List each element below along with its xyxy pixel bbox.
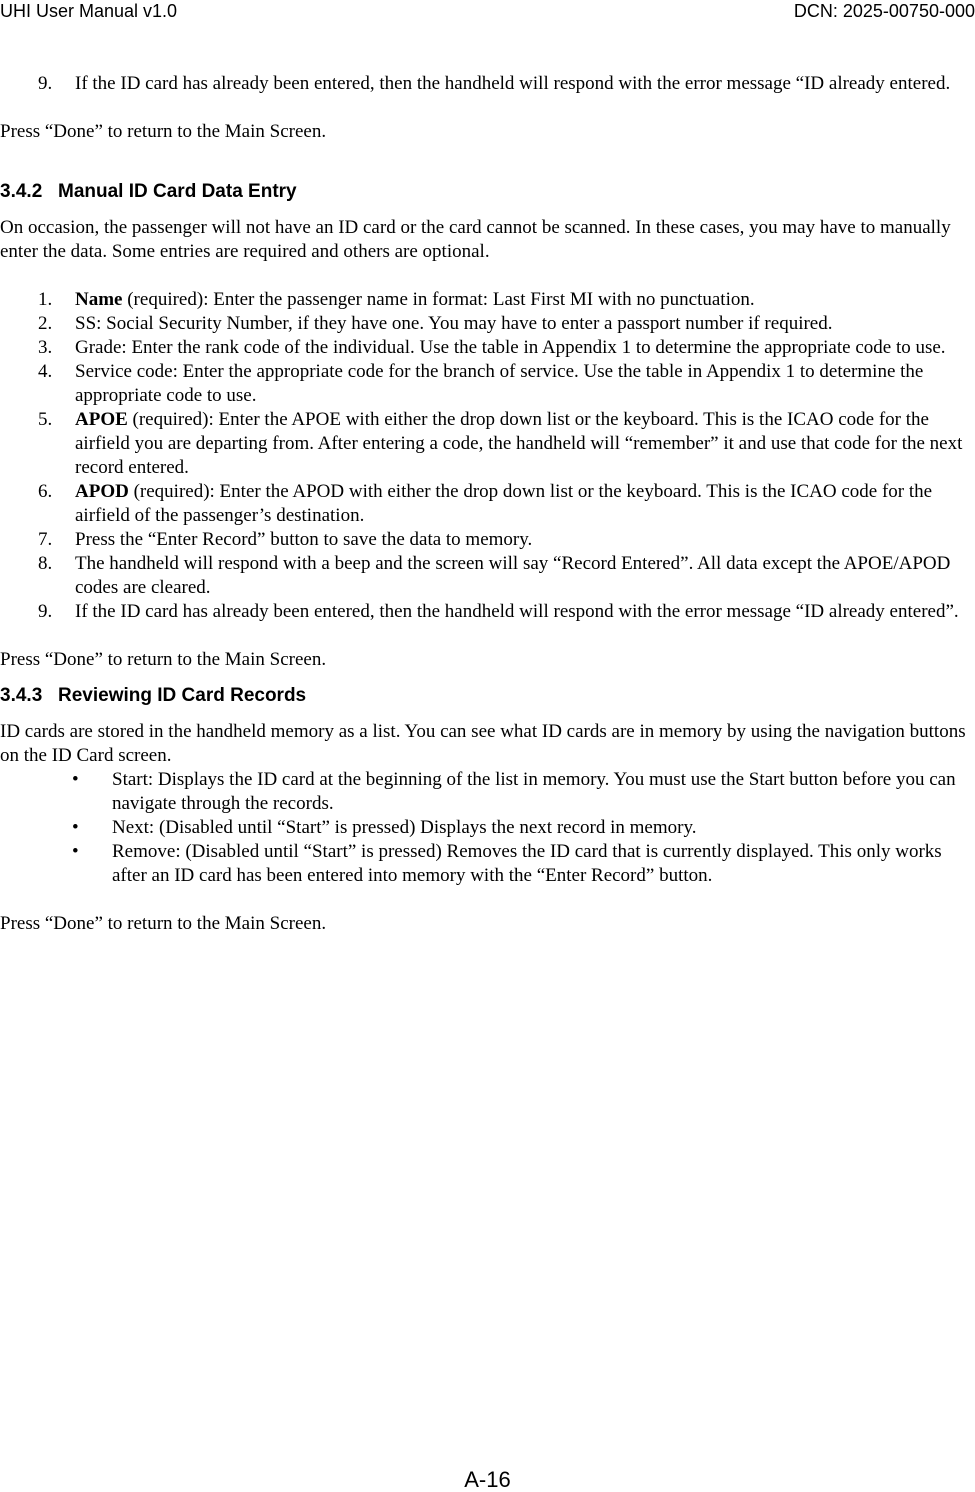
list-item-number: 3. — [38, 337, 53, 358]
list-item-text: The handheld will respond with a beep and the screen will say “Record Entered”. All data except the APOE/APOD codes are cleared. — [75, 553, 951, 598]
bullet-icon: • — [72, 841, 79, 862]
list-item — [0, 480, 975, 528]
intro-list — [0, 72, 975, 96]
list-item — [0, 336, 975, 360]
list-item-text: Start: Displays the ID card at the beginning of the list in memory. You must use the Start button before you can navigate through the records. — [112, 769, 956, 814]
list-item-text: If the ID card has already been entered, then the handheld will respond with the error message “ID already entered. — [75, 73, 951, 94]
done-instruction: Press “Done” to return to the Main Screen. — [0, 121, 327, 142]
done-instruction: Press “Done” to return to the Main Screen. — [0, 649, 327, 670]
section-number: 3.4.2 — [0, 181, 43, 202]
list-item-number: 1. — [38, 289, 53, 310]
section-paragraph: ID cards are stored in the handheld memory as a list. You can see what ID cards are in memory by using the navigation buttons on the ID Card screen. — [0, 721, 966, 766]
section-title: Reviewing ID Card Records — [58, 685, 307, 706]
list-item-text: Press the “Enter Record” button to save the data to memory. — [75, 529, 533, 550]
header-title: UHI User Manual v1.0 — [0, 1, 178, 21]
section-heading-reviewing-records — [0, 684, 975, 708]
field-name: Name — [75, 289, 123, 310]
done-instruction: Press “Done” to return to the Main Screen. — [0, 913, 327, 934]
header-document-number: DCN: 2025-00750-000 — [793, 1, 975, 21]
list-item — [0, 528, 975, 552]
section-heading-manual-entry — [0, 180, 975, 204]
list-item — [0, 72, 975, 96]
list-item-text: Service code: Enter the appropriate code for the branch of service. Use the table in Appendix 1 to determine the appropriate code to use. — [75, 361, 924, 406]
list-item-text: Next: (Disabled until “Start” is pressed) Displays the next record in memory. — [112, 817, 697, 838]
list-item-text: Remove: (Disabled until “Start” is pressed) Removes the ID card that is currently displayed. This only works after an ID card has been entered into memory with the “Enter Record” button. — [112, 841, 942, 886]
field-name: APOD — [75, 481, 129, 502]
section-paragraph: On occasion, the passenger will not have an ID card or the card cannot be scanned. In these cases, you may have to manually enter the data. Some entries are required and others are optional. — [0, 217, 951, 262]
list-item — [0, 816, 975, 840]
list-item-text: If the ID card has already been entered, then the handheld will respond with the error message “ID already entered”. — [75, 601, 959, 622]
list-item-number: 2. — [38, 313, 53, 334]
list-item — [0, 768, 975, 816]
list-item-text: (required): Enter the APOE with either the drop down list or the keyboard. This is the ICAO code for the airfield you are departing from. After entering a code, the handheld will “remember” it and use that code for the next record entered. — [75, 409, 963, 478]
navigation-buttons-list — [0, 768, 975, 888]
list-item — [0, 600, 975, 624]
field-name: APOE — [75, 409, 128, 430]
list-item-number: 5. — [38, 409, 53, 430]
list-item-text: (required): Enter the APOD with either the drop down list or the keyboard. This is the ICAO code for the airfield of the passenger’s destination. — [75, 481, 933, 526]
list-item — [0, 360, 975, 408]
page-number: A-16 — [464, 1467, 511, 1492]
list-item — [0, 312, 975, 336]
list-item-text: (required): Enter the passenger name in format: Last First MI with no punctuation. — [122, 289, 755, 310]
page-body — [0, 72, 975, 936]
list-item-number: 9. — [38, 601, 53, 622]
section-title: Manual ID Card Data Entry — [58, 181, 297, 202]
list-item-number: 7. — [38, 529, 53, 550]
manual-entry-steps — [0, 288, 975, 624]
list-item-number: 8. — [38, 553, 53, 574]
list-item — [0, 408, 975, 480]
list-item-number: 9. — [38, 73, 53, 94]
list-item — [0, 288, 975, 312]
list-item-text: SS: Social Security Number, if they have one. You may have to enter a passport number if required. — [75, 313, 833, 334]
bullet-icon: • — [72, 769, 79, 790]
bullet-icon: • — [72, 817, 79, 838]
list-item-number: 6. — [38, 481, 53, 502]
list-item — [0, 840, 975, 888]
list-item — [0, 552, 975, 600]
list-item-text: Grade: Enter the rank code of the individual. Use the table in Appendix 1 to determine the appropriate code to use. — [75, 337, 946, 358]
list-item-number: 4. — [38, 361, 53, 382]
section-number: 3.4.3 — [0, 685, 43, 706]
